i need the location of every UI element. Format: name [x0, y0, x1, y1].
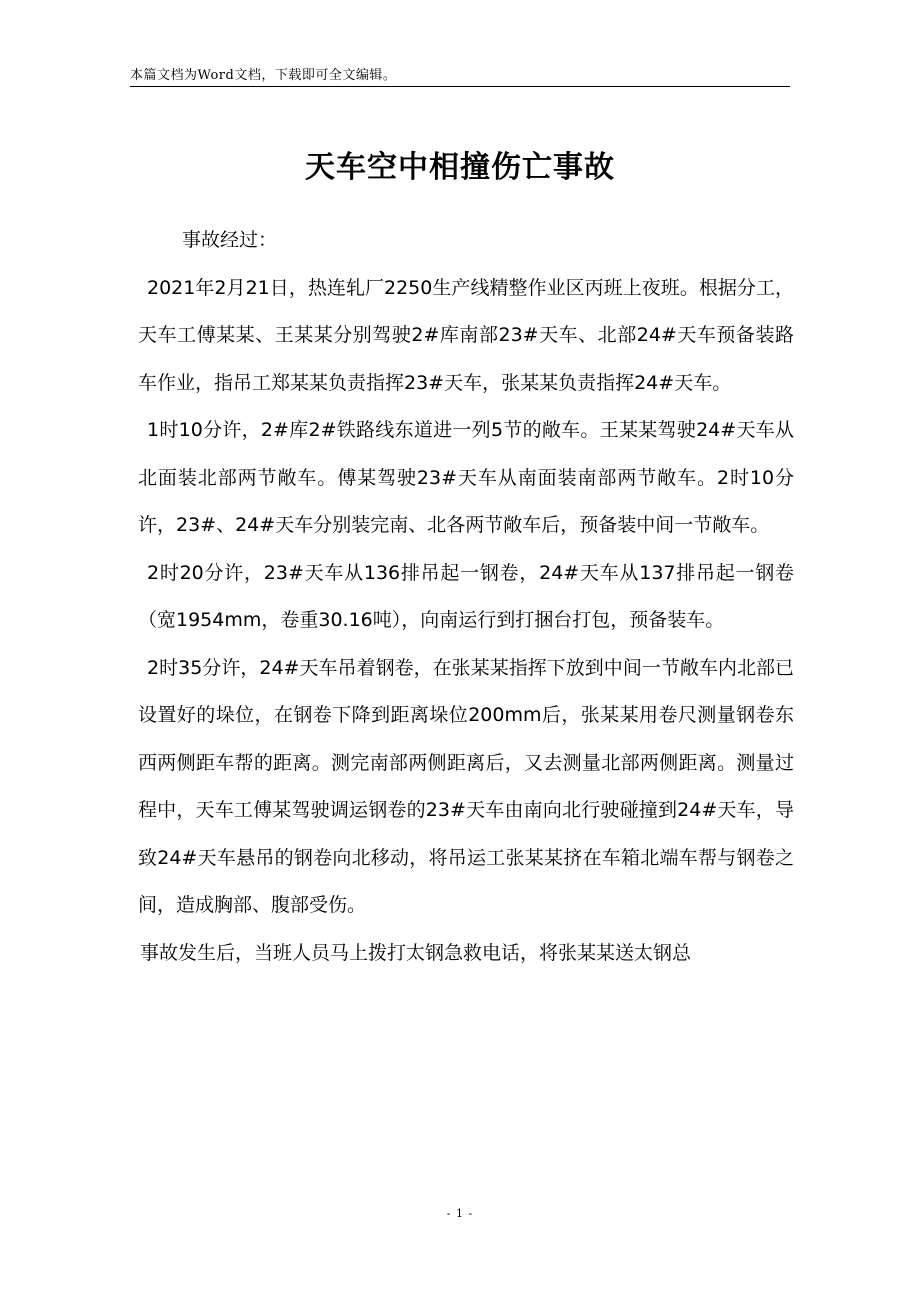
paragraph: 2时35分许，24#天车吊着钢卷，在张某某指挥下放到中间一节敞车内北部已设置好的垛位，在钢卷下降到距离垛位200mm后，张某某用卷尺测量钢卷东西两侧距车帮的距离。测完南部两侧距离后，又去测量北部两侧距离。测量过程中，天车工傅某驾驶调运钢卷的23#天车由南向北行驶碰撞到24#天车，导致24#天车悬吊的钢卷向北移动，将吊运工张某某挤在车箱北端车帮与钢卷之间，造成胸部、腹部受伤。	[138, 656, 794, 916]
paragraph: 2021年2月21日，热连轧厂2250生产线精整作业区丙班上夜班。根据分工，天车工傅某某、王某某分别驾驶2#库南部23#天车、北部24#天车预备装路车作业，指吊工郑某某负责指挥23#天车，张某某负责指挥24#天车。	[138, 276, 794, 394]
paragraph: 2时20分许，23#天车从136排吊起一钢卷，24#天车从137排吊起一钢卷（宽1954mm，卷重30.16吨），向南运行到打捆台打包，预备装车。	[138, 561, 794, 631]
page-number: - 1 -	[446, 1207, 474, 1220]
header-divider	[130, 86, 790, 87]
document-body	[138, 217, 794, 977]
document-title: 天车空中相撞伤亡事故	[305, 150, 615, 185]
paragraph: 1时10分许，2#库2#铁路线东道进一列5节的敞车。王某某驾驶24#天车从北面装北部两节敞车。傅某驾驶23#天车从南面装南部两节敞车。2时10分许，23#、24#天车分别装完南、北各两节敞车后，预备装中间一节敞车。	[138, 419, 794, 536]
section-label: 事故经过：	[182, 229, 278, 251]
paragraph: 事故发生后，当班人员马上拨打太钢急救电话，将张某某送太钢总	[140, 941, 692, 964]
document-header-note: 本篇文档为Word文档，下载即可全文编辑。	[130, 68, 397, 83]
